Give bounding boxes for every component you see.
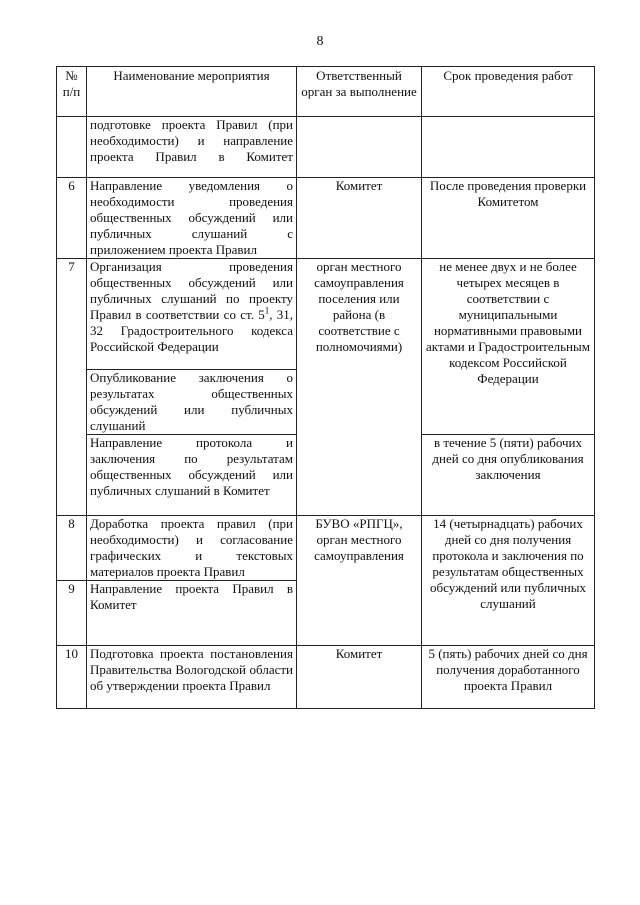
row-name: Направление протокола и заключения по результатам общественных обсуждений или публичных слушаний в Комитет bbox=[87, 435, 297, 516]
row-num: 7 bbox=[57, 259, 87, 516]
row-term: 14 (четырнадцать) рабочих дней со дня получения протокола и заключения по результатам общественных обсуждений или публичных слушаний bbox=[422, 516, 595, 646]
row-name: Опубликование заключения о результатах общественных обсуждений или публичных слушаний bbox=[87, 370, 297, 435]
row-term: После проведения проверки Комитетом bbox=[422, 178, 595, 259]
header-name: Наименование мероприятия bbox=[87, 67, 297, 117]
row-name: подготовке проекта Правил (при необходимости) и направление проекта Правил в Комитет bbox=[87, 117, 297, 178]
row-name-part-1: Организация проведения общественных обсуждений или публичных слушаний по проекту Правил в соответствии со ст. 5 bbox=[90, 259, 293, 322]
row-name: Направление проекта Правил в Комитет bbox=[87, 581, 297, 646]
row-num: 10 bbox=[57, 646, 87, 709]
row-name: Подготовка проекта постановления Правительства Вологодской области об утверждении проекта Правил bbox=[87, 646, 297, 709]
schedule-table bbox=[56, 66, 595, 709]
row-org: БУВО «РПГЦ», орган местного самоуправления bbox=[297, 516, 422, 646]
row-name: Доработка проекта правил (при необходимости) и согласование графических и текстовых материалов проекта Правил bbox=[87, 516, 297, 581]
row-org: Комитет bbox=[297, 646, 422, 709]
table-header-row bbox=[57, 67, 595, 117]
row-org bbox=[297, 117, 422, 178]
row-name: Направление уведомления о необходимости проведения общественных обсуждений или публичных слушаний с приложением проекта Правил bbox=[87, 178, 297, 259]
row-name-part-2: , 31, 32 Градостроительного кодекса Российской Федерации bbox=[90, 307, 294, 354]
row-name-superscript: 1 bbox=[264, 305, 270, 316]
row-term: 5 (пять) рабочих дней со дня получения доработанного проекта Правил bbox=[422, 646, 595, 709]
row-num bbox=[57, 117, 87, 178]
row-name bbox=[87, 259, 297, 370]
row-num: 9 bbox=[57, 581, 87, 646]
table-row bbox=[57, 516, 595, 581]
row-num: 8 bbox=[57, 516, 87, 581]
row-term bbox=[422, 117, 595, 178]
row-term: не менее двух и не более четырех месяцев в соответствии с муниципальными нормативными правовыми актами и Градостроительным кодексом Российской Федерации bbox=[422, 259, 595, 435]
header-num: № п/п bbox=[57, 67, 87, 117]
table-row bbox=[57, 178, 595, 259]
page-number: 8 bbox=[316, 34, 324, 49]
row-num: 6 bbox=[57, 178, 87, 259]
row-org: Комитет bbox=[297, 178, 422, 259]
table-row bbox=[57, 117, 595, 178]
header-org: Ответственный орган за выполнение bbox=[297, 67, 422, 117]
table-row bbox=[57, 646, 595, 709]
header-term: Срок проведения работ bbox=[422, 67, 595, 117]
row-org: орган местного самоуправления поселения или района (в соответствие с полномочиями) bbox=[297, 259, 422, 516]
table-row bbox=[57, 259, 595, 370]
row-term: в течение 5 (пяти) рабочих дней со дня опубликования заключения bbox=[422, 435, 595, 516]
